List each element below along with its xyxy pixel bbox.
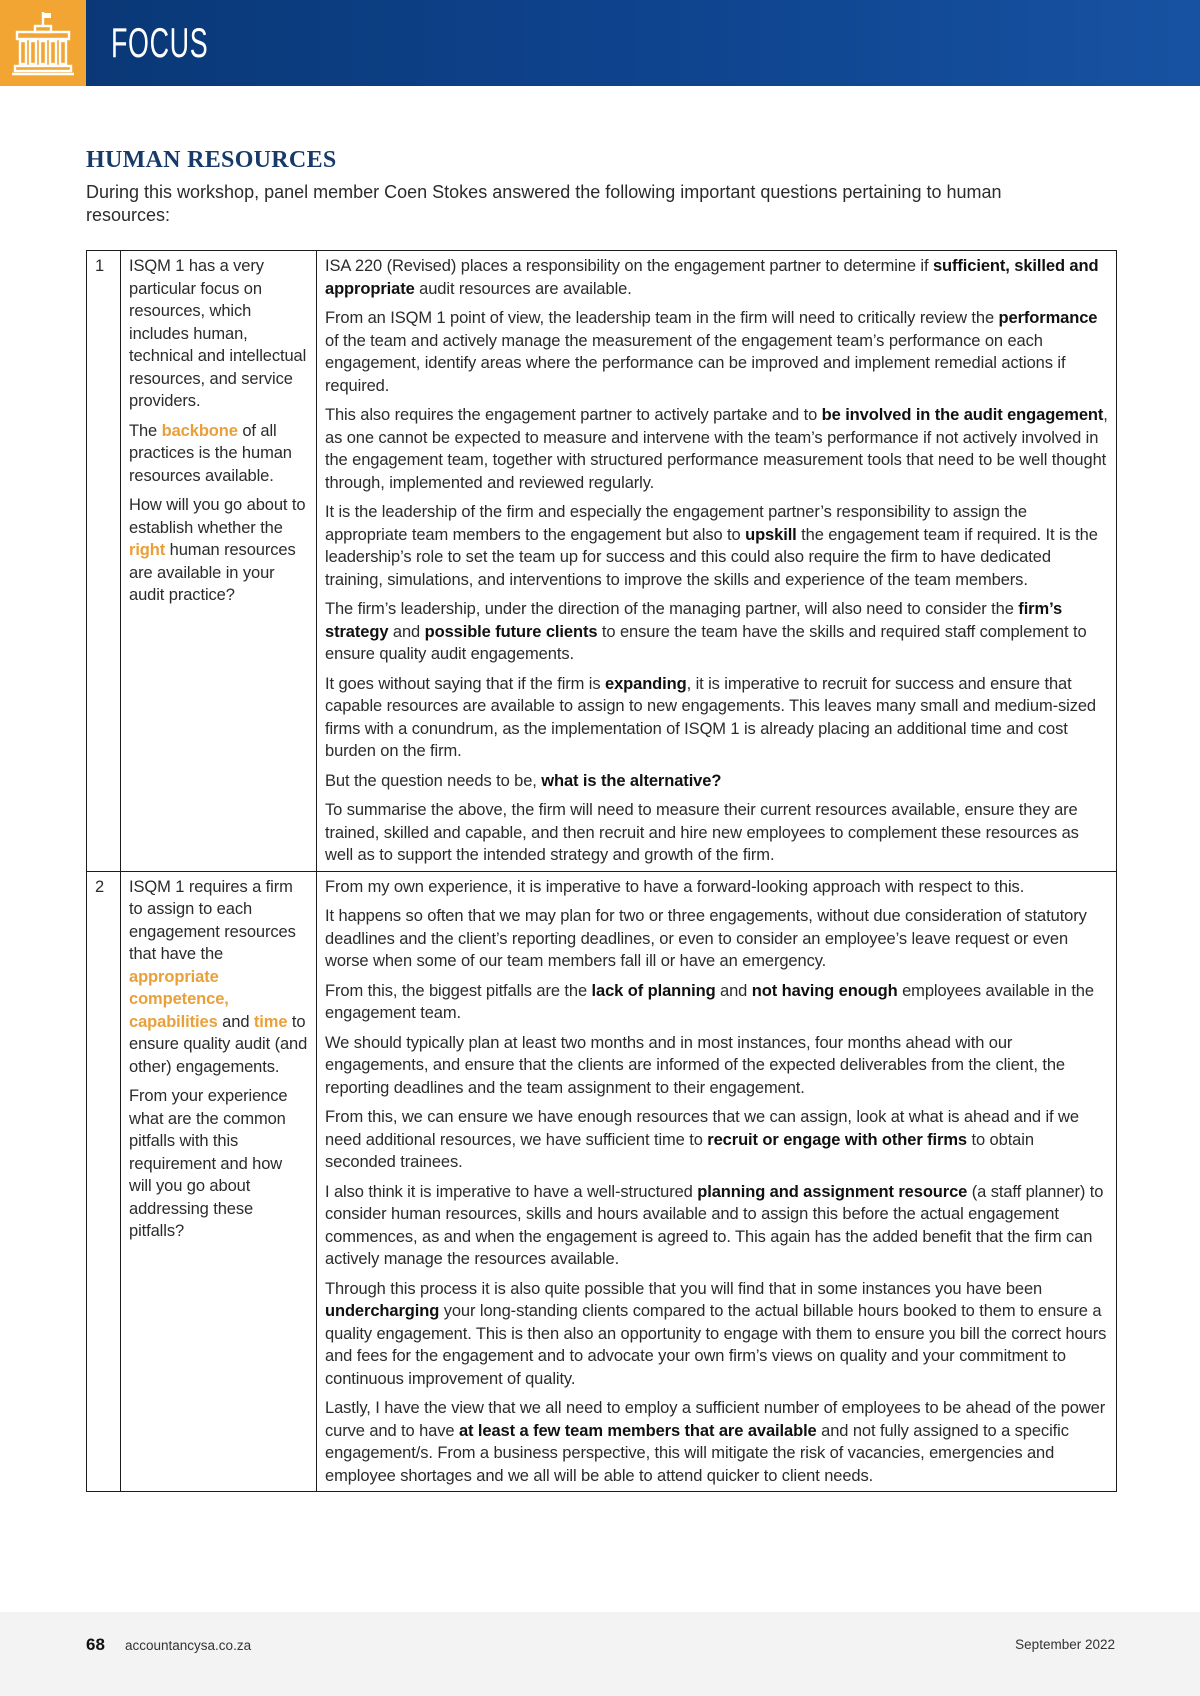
answer-paragraph [325,1106,1108,1174]
text-segment: To summarise the above, the firm will need to measure their current resources available, ensure they are trained, skilled and capable, and then recruit and hire new employees to complement these resources as well as to support the intended strategy and growth of the firm. [325,801,1079,864]
table-row [87,251,1117,872]
question-paragraph [129,420,308,488]
text-segment: to ensure quality audit (and other) engagements. [129,1012,308,1076]
bold-term: be involved in the audit engagement [821,406,1104,424]
page-footer [0,1612,1200,1696]
question-paragraph [129,255,308,413]
bold-term: expanding [605,674,687,693]
bold-term: performance [998,309,1098,327]
answer-paragraph [325,1181,1108,1271]
section-label: FOCUS [111,19,209,66]
text-segment: audit resources are available. [414,279,632,298]
text-segment: From this, we can ensure we have enough resources that we can assign, look at what is ahead and if we need additional resources, we have sufficient time to [325,1108,1079,1149]
text-segment: Lastly, I have the view that we all need to employ a sufficient number of employees to be ahead of the power curve and to have [325,1399,1106,1440]
question-paragraph [129,494,308,607]
bold-term: possible future clients [424,622,598,641]
text-segment: It happens so often that we may plan for two or three engagements, without due consideration of statutory deadlines and the client’s reporting deadlines, or even to consider an employee’s leave request or even worse when some of our team members fall ill or have an emergency. [325,907,1087,970]
text-segment: to ensure the team have the skills and required staff complement to ensure quality audit engagements. [325,622,1087,663]
text-segment: We should typically plan at least two months and in most instances, four months ahead with our engagements, and ensure that the clients are informed of the expected deliverables from the client, the reporting deadlines and the team assignment to their engagement. [325,1033,1065,1097]
qa-table-body [87,251,1117,1492]
text-segment: ISA 220 (Revised) places a responsibility on the engagement partner to determine if [325,257,933,275]
text-segment: of all practices is the human resources available. [129,421,292,485]
bold-term: undercharging [325,1302,440,1320]
article-intro: During this workshop, panel member Coen Stokes answered the following important questions pertaining to human resources: [86,182,1002,225]
text-segment: of the team and actively manage the measurement of the engagement team’s performance on each engagement, identify areas where the performance can be improved and implement remedial actions if required. [325,331,1066,395]
article-title: HUMAN RESOURCES [86,147,337,173]
question-paragraph [129,1085,308,1243]
answer-paragraph [325,501,1108,591]
text-segment: But the question needs to be, [325,771,542,790]
building-icon [11,10,75,76]
text-segment: From your experience what are the common pitfalls with this requirement and how will you go about addressing these pitfalls? [129,1087,288,1240]
bold-term: planning and assignment resource [697,1182,968,1201]
row-number: 2 [95,877,105,896]
text-segment: to obtain seconded trainees. [325,1130,1034,1171]
question-cell [121,251,317,872]
text-segment: , as one cannot be expected to measure and intervene with the team’s performance if not actively involved in the engagement team, together with structured performance measurement tools that need to be well thought through, implemented and reviewed regularly. [325,406,1108,492]
text-segment: From my own experience, it is imperative to have a forward-looking approach with respect to this. [325,877,1025,896]
issue-date: September 2022 [1015,1637,1115,1652]
highlighted-term: backbone [161,421,238,440]
text-segment: and [388,622,425,641]
text-segment: and [217,1012,254,1031]
row-number-cell [87,871,121,1492]
question-paragraph [129,876,308,1079]
answer-paragraph [325,980,1108,1025]
text-segment: employees available in the engagement team. [325,981,1094,1022]
highlighted-term: right [129,541,166,559]
answer-cell [317,251,1117,872]
text-segment: and [715,981,752,1000]
text-segment: human resources are available in your audit practice? [129,541,296,604]
text-segment: your long-standing clients compared to the actual billable hours booked to them to ensure a quality engagement. This is then also an opportunity to engage with them to ensure you bill the correct hours and fees for the engagement and to advocate your own firm’s views on quality and your commitment to continuous improvement of quality. [325,1302,1107,1388]
text-segment: It is the leadership of the firm and especially the engagement partner’s responsibility to assign the appropriate team members to the engagement but also to [325,503,1027,544]
text-segment: I also think it is imperative to have a well-structured [325,1182,698,1201]
page-number: 68 [86,1635,105,1654]
text-segment: ISQM 1 has a very particular focus on resources, which includes human, technical and intellectual resources, and service providers. [129,257,307,410]
bold-term: firm’s strategy [325,600,1063,641]
text-segment: the engagement team if required. It is the leadership’s role to set the team up for success and this could also require the firm to have dedicated training, simulations, and interventions to improve the skills and experience of the team members. [325,525,1098,589]
answer-paragraph [325,1278,1108,1391]
answer-paragraph [325,876,1108,899]
bold-term: sufficient, skilled and appropriate [325,257,1099,298]
text-segment: and not fully assigned to a specific engagement/s. From a business perspective, this will mitigate the risk of vacancies, emergencies and employee shortages and we all will be able to attend quicker to client needs. [325,1421,1069,1485]
text-segment: Through this process it is also quite possible that you will find that in some instances you have been [325,1279,1043,1298]
answer-paragraph [325,799,1108,867]
page-header [0,0,1200,86]
answer-paragraph [325,307,1108,397]
bold-term: not having enough [751,981,898,1000]
answer-paragraph [325,673,1108,763]
answer-paragraph [325,1032,1108,1100]
bold-term: what is the alternative? [541,771,722,790]
bold-term: at least a few team members that are available [458,1421,817,1440]
text-segment: From this, the biggest pitfalls are the [325,981,592,1000]
answer-cell [317,871,1117,1492]
answer-paragraph [325,770,1108,793]
bold-term: recruit or engage with other firms [707,1130,968,1149]
answer-paragraph [325,1397,1108,1487]
text-segment: , it is imperative to recruit for success and ensure that capable resources are available to assign to new engagements. This leaves many small and medium-sized firms with a conundrum, as the implementation of ISQM 1 is already placing an additional time and cost burden on the firm. [325,674,1097,760]
text-segment: How will you go about to establish whether the [129,496,306,537]
text-segment: The firm’s leadership, under the direction of the managing partner, will also need to consider the [325,600,1019,618]
answer-paragraph [325,598,1108,666]
text-segment: This also requires the engagement partner to actively partake and to [325,406,822,424]
text-segment: ISQM 1 requires a firm to assign to each engagement resources that have the [129,877,296,963]
website-address: accountancysa.co.za [125,1638,252,1653]
answer-paragraph [325,404,1108,494]
question-cell [121,871,317,1492]
table-row [87,871,1117,1492]
text-segment: (a staff planner) to consider human resources, skills and hours available and to assign this before the actual engagement commences, as and when the engagement is agreed to. This again has the added benefit that the firm can actively manage the resources available. [325,1182,1104,1268]
qa-table [86,250,1117,1492]
text-segment: It goes without saying that if the firm is [325,674,605,693]
bold-term: lack of planning [591,981,716,1000]
text-segment: The [129,421,162,440]
section-logo [0,0,86,86]
text-segment: From an ISQM 1 point of view, the leadership team in the firm will need to critically review the [325,309,999,327]
row-number: 1 [95,257,105,275]
bold-term: upskill [745,525,797,544]
row-number-cell [87,251,121,872]
header-band [86,0,1200,86]
highlighted-term: time [253,1012,288,1031]
answer-paragraph [325,255,1108,300]
answer-paragraph [325,905,1108,973]
highlighted-term: appropriate competence, capabilities [129,967,229,1031]
